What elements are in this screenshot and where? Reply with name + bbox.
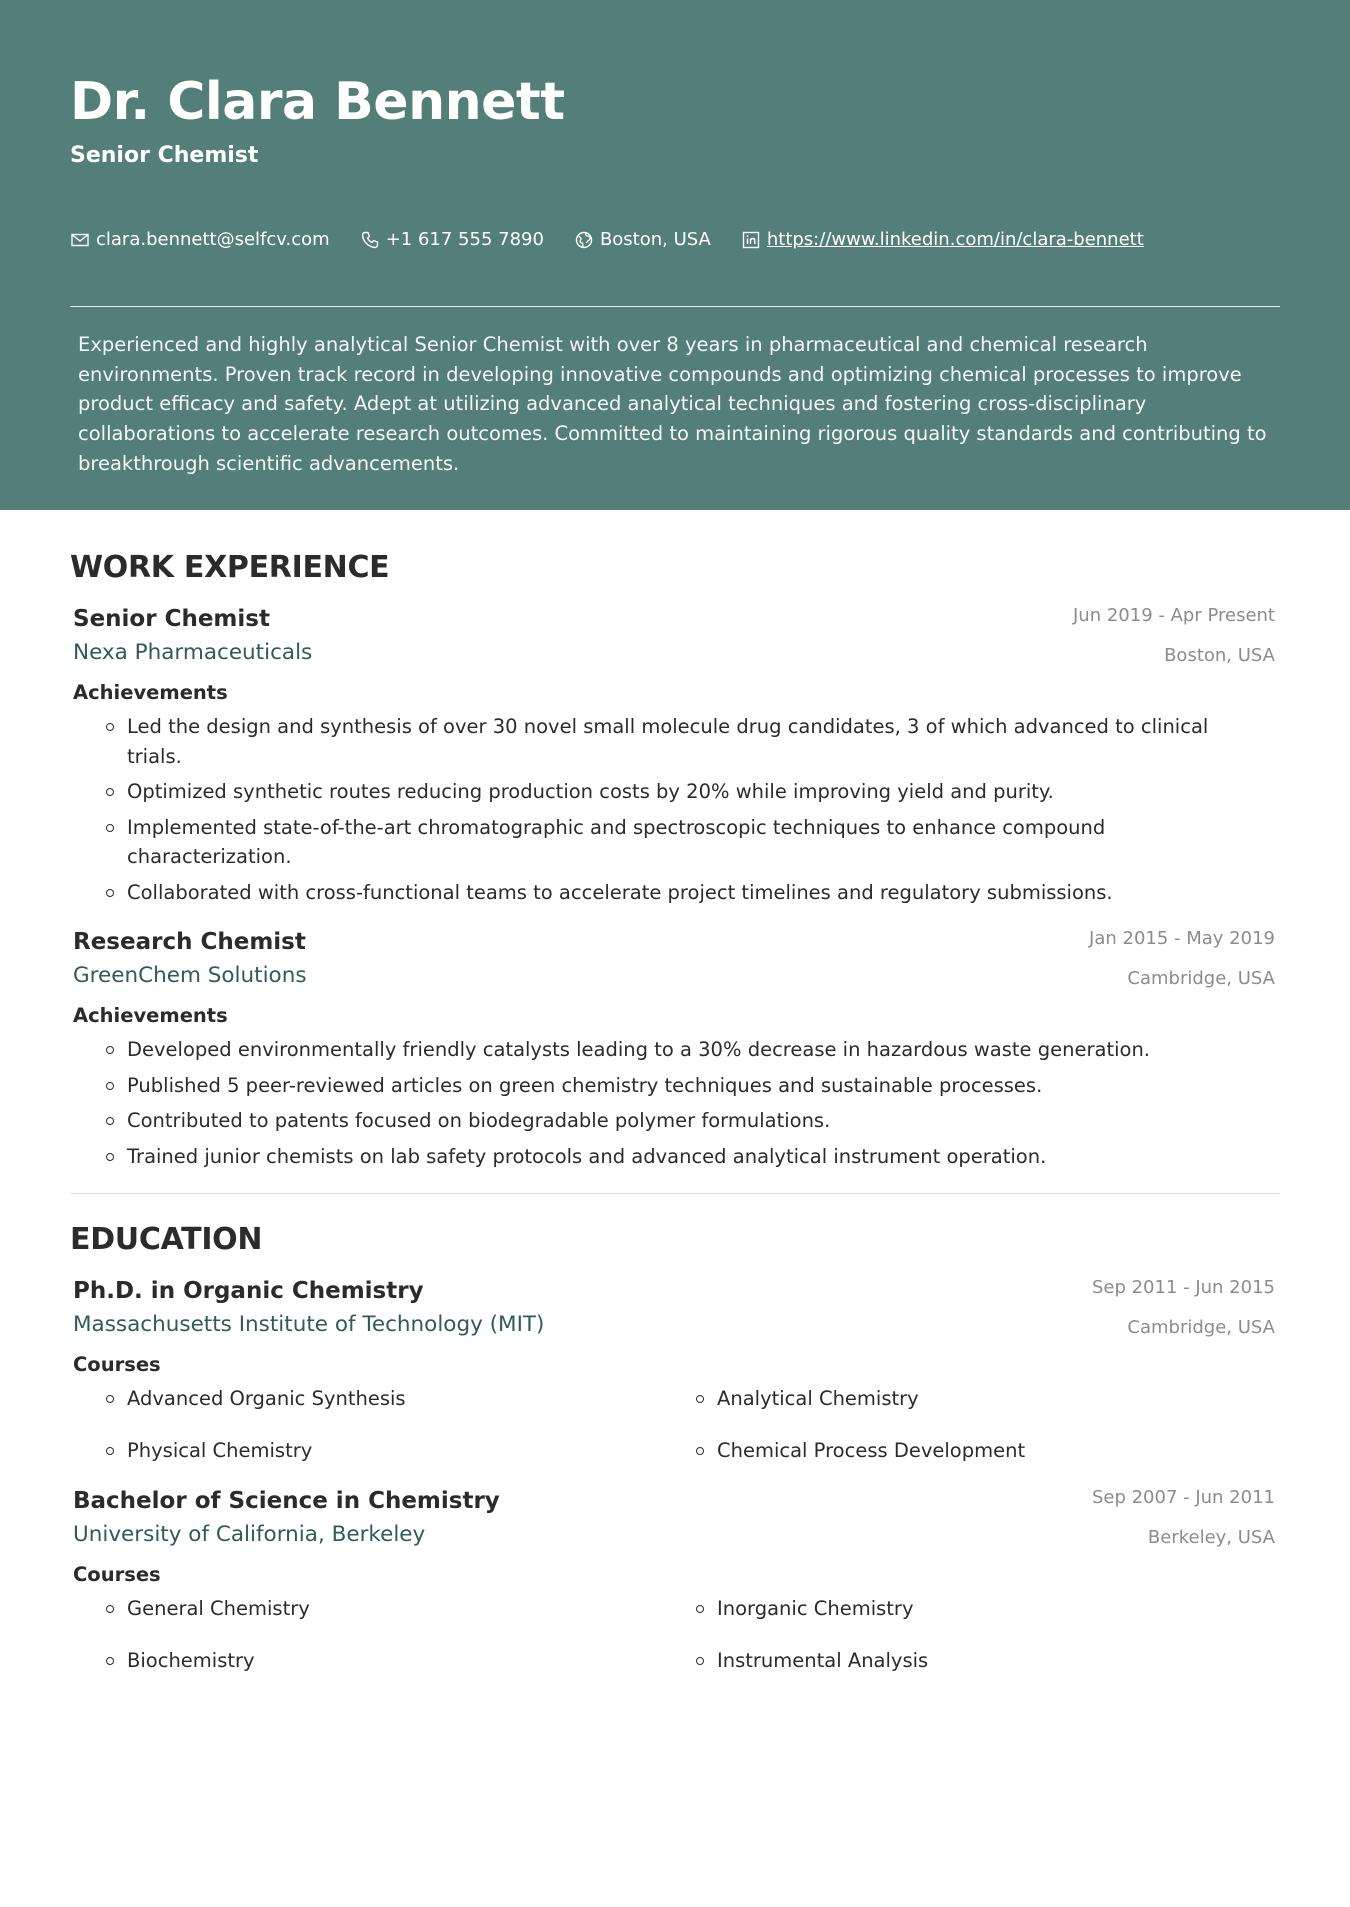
achievements-list [73, 712, 1280, 907]
entry-location: Cambridge, USA [1127, 968, 1275, 989]
contact-email[interactable] [70, 228, 330, 252]
entry-institution: Massachusetts Institute of Technology (MIT) [73, 1312, 545, 1337]
education-entry-2 [70, 1486, 1280, 1674]
list-item: Led the design and synthesis of over 30 novel small molecule drug candidates, 3 of which advanced to clinical trials. [127, 712, 1280, 771]
list-item: Collaborated with cross-functional teams to accelerate project timelines and regulatory submissions. [127, 878, 1280, 908]
list-item: Biochemistry [127, 1648, 717, 1674]
courses-label: Courses [73, 1563, 161, 1586]
location-text: Boston, USA [599, 229, 711, 250]
list-item: Physical Chemistry [127, 1438, 717, 1464]
achievements-label: Achievements [73, 1004, 228, 1027]
entry-role: Research Chemist [73, 929, 306, 955]
entry-degree: Ph.D. in Organic Chemistry [73, 1278, 424, 1304]
globe-icon [574, 230, 594, 250]
list-item: Published 5 peer-reviewed articles on green chemistry techniques and sustainable processes. [127, 1071, 1280, 1101]
list-item: Contributed to patents focused on biodegradable polymer formulations. [127, 1106, 1280, 1136]
list-item: General Chemistry [127, 1596, 717, 1622]
entry-institution: University of California, Berkeley [73, 1522, 426, 1547]
list-item: Analytical Chemistry [717, 1386, 1217, 1412]
achievements-list [73, 1035, 1280, 1171]
linkedin-link[interactable]: https://www.linkedin.com/in/clara-bennett [766, 229, 1144, 250]
courses-label: Courses [73, 1353, 161, 1376]
work-entry-1 [70, 604, 1280, 907]
list-item: Inorganic Chemistry [717, 1596, 1217, 1622]
education-entry-1 [70, 1276, 1280, 1464]
list-item: Developed environmentally friendly catalysts leading to a 30% decrease in hazardous waste generation. [127, 1035, 1280, 1065]
profile-summary: Experienced and highly analytical Senior Chemist with over 8 years in pharmaceutical and chemical research environments. Proven track record in developing innovative compounds and optimizing chemical processes to improve product efficacy and safety. Adept at utilizing advanced analytical techniques and fostering cross-disciplinary collaborations to accelerate research outcomes. Committed to maintaining rigorous quality standards and contributing to breakthrough scientific advancements. [78, 333, 1267, 475]
linkedin-icon [741, 230, 761, 250]
entry-dates: Jun 2019 - Apr Present [1073, 605, 1275, 626]
resume-body [0, 510, 1350, 1674]
header-divider [70, 306, 1280, 307]
achievements-label: Achievements [73, 681, 228, 704]
phone-text: +1 617 555 7890 [385, 229, 544, 250]
entry-dates: Sep 2007 - Jun 2011 [1091, 1487, 1275, 1508]
entry-degree: Bachelor of Science in Chemistry [73, 1488, 500, 1514]
list-item: Implemented state-of-the-art chromatographic and spectroscopic techniques to enhance compound characterization. [127, 813, 1280, 872]
entry-role: Senior Chemist [73, 606, 270, 632]
entry-location: Boston, USA [1164, 645, 1275, 666]
education-section [70, 1194, 1280, 1674]
list-item: Trained junior chemists on lab safety protocols and advanced analytical instrument operation. [127, 1142, 1280, 1172]
list-item: Instrumental Analysis [717, 1648, 1217, 1674]
candidate-name: Dr. Clara Bennett [70, 72, 565, 132]
work-experience-section [70, 510, 1280, 1171]
candidate-title: Senior Chemist [70, 143, 259, 168]
entry-organization: GreenChem Solutions [73, 963, 307, 988]
list-item: Advanced Organic Synthesis [127, 1386, 717, 1412]
contact-linkedin[interactable] [741, 228, 1144, 252]
section-title-work: WORK EXPERIENCE [70, 550, 390, 585]
entry-organization: Nexa Pharmaceuticals [73, 640, 313, 665]
entry-location: Berkeley, USA [1147, 1527, 1275, 1548]
work-entry-2 [70, 927, 1280, 1171]
courses-list [73, 1596, 1280, 1674]
entry-location: Cambridge, USA [1127, 1317, 1275, 1338]
list-item: Optimized synthetic routes reducing production costs by 20% while improving yield and purity. [127, 777, 1280, 807]
contact-location [574, 228, 711, 252]
envelope-icon [70, 230, 90, 250]
courses-list [73, 1386, 1280, 1464]
phone-icon [360, 230, 380, 250]
entry-dates: Jan 2015 - May 2019 [1089, 928, 1275, 949]
email-text: clara.bennett@selfcv.com [96, 229, 330, 250]
section-title-education: EDUCATION [70, 1222, 263, 1257]
contact-bar [70, 228, 1280, 252]
list-item: Chemical Process Development [717, 1438, 1217, 1464]
contact-phone[interactable] [360, 228, 544, 252]
resume-header [0, 0, 1350, 510]
entry-dates: Sep 2011 - Jun 2015 [1091, 1277, 1275, 1298]
